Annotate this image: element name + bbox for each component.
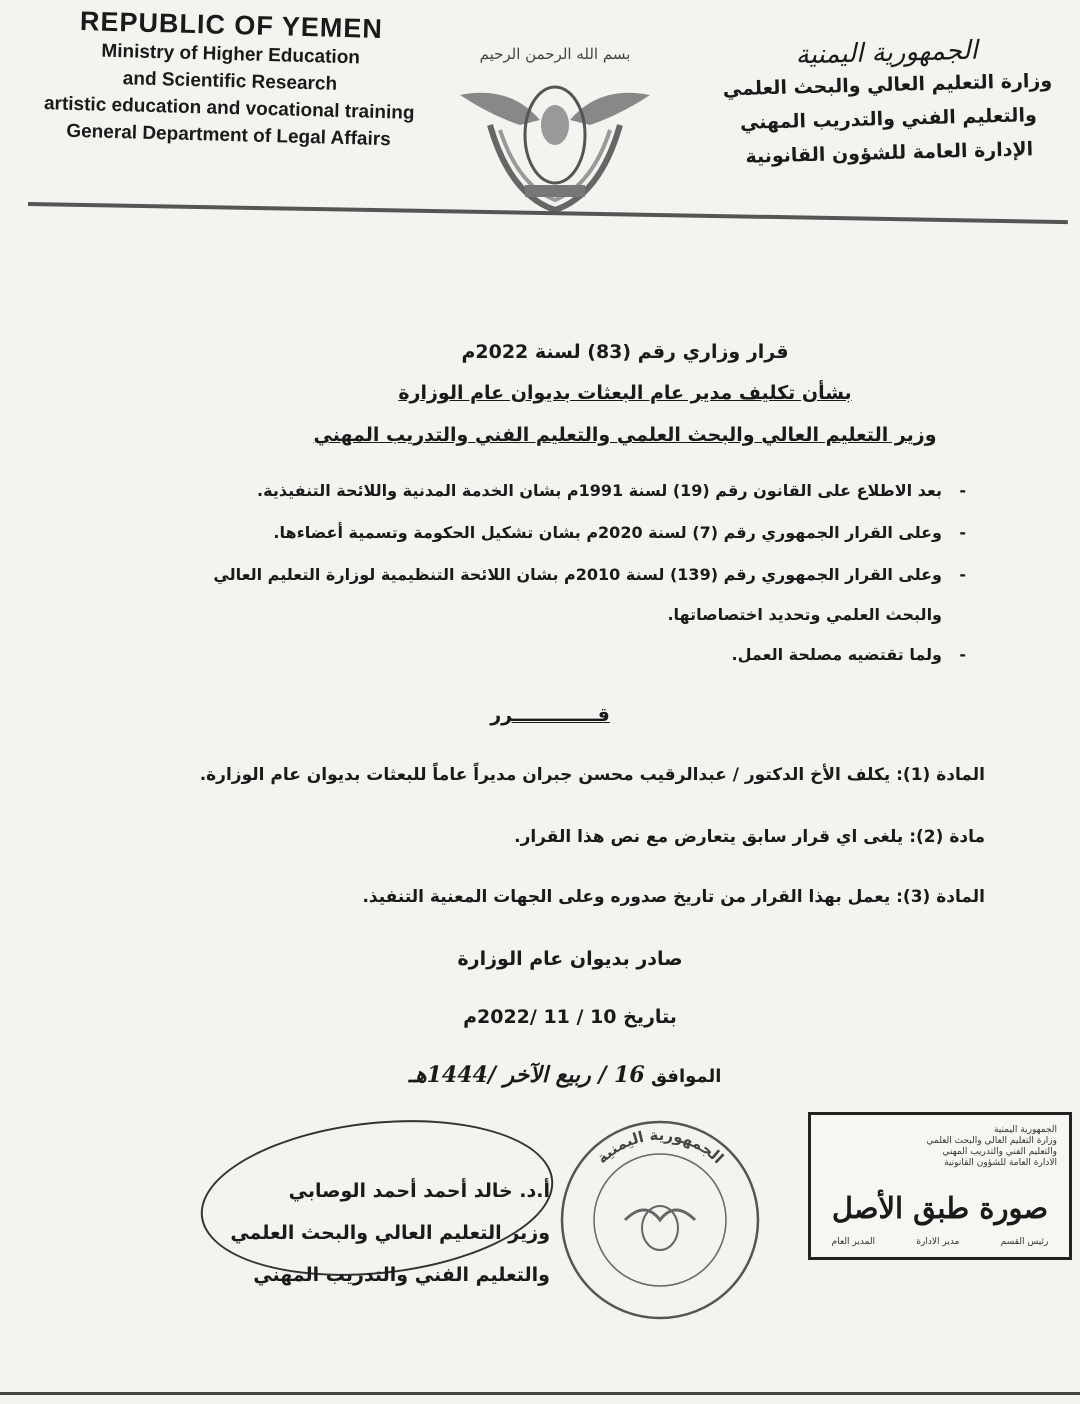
signatory-title: والتعليم الفني والتدريب المهني [253,1264,550,1286]
letterhead-line-en: artistic education and vocational training [43,93,415,124]
decree-title: قرار وزاري رقم (83) لسنة 2022م [461,341,789,363]
official-seal-stamp [555,1110,765,1330]
copy-stamp-header: الجمهورية اليمنية وزارة التعليم العالي والبحث العلمي والتعليم الفني والتدريب المهني الادارة العامة للشؤون القانونية [926,1125,1057,1168]
article-2: مادة (2): يلغى اي قرار سابق يتعارض مع نص هذا القرار. [514,827,985,847]
footer-divider [0,1392,1080,1395]
emblem-basmala: بسم الله الرحمن الرحيم [479,45,631,63]
decided-heading: قـــــــــــــرر [490,704,610,726]
letterhead-line-ar: والتعليم الفني والتدريب المهني [739,104,1038,134]
preamble-item-continuation: والبحث العلمي وتحديد اختصاصاتها. [667,605,942,624]
svg-text:الجمهورية اليمنية [593,1126,727,1167]
copy-stamp-footer: رئيس القسم مدير الادارة المدير العام [831,1237,1049,1247]
hijri-date-line [400,1062,730,1088]
gregorian-date: بتاريخ 10 / 11 /2022م [463,1006,677,1028]
article-3: المادة (3): يعمل بهذا القرار من تاريخ صدوره وعلى الجهات المعنية التنفيذ. [362,887,985,907]
preamble-list [108,470,968,676]
english-letterhead [38,5,422,154]
letterhead-line-en: Ministry of Higher Education [101,40,361,69]
preamble-item: - وعلى القرار الجمهوري رقم (7) لسنة 2020م بشان تشكيل الحكومة وتسمية أعضاءها. [273,523,966,542]
arabic-letterhead [716,34,1059,175]
yemen-eagle-emblem [450,25,660,225]
preamble-item: - بعد الاطلاع على القانون رقم (19) لسنة 1991م بشان الخدمة المدنية واللائحة التنفيذية. [257,481,966,500]
letterhead-line-en: and Scientific Research [122,68,338,95]
decree-title-block [260,332,990,456]
hijri-date-label: الموافق [650,1066,722,1087]
signatory-title: وزير التعليم العالي والبحث العلمي [230,1222,550,1244]
certified-copy-stamp [808,1112,1072,1260]
seal-ring-text: الجمهورية اليمنية [593,1125,728,1168]
issued-at: صادر بديوان عام الوزارة [457,948,683,970]
letterhead-line-ar: الإدارة العامة للشؤون القانونية [745,138,1034,168]
decree-issuer: وزير التعليم العالي والبحث العلمي والتعليم الفني والتدريب المهني [313,424,937,446]
country-name-ar: الجمهورية اليمنية [795,35,979,71]
letterhead-line-ar: وزارة التعليم العالي والبحث العلمي [722,69,1053,101]
signature-block [230,1170,550,1296]
preamble-item: - وعلى القرار الجمهوري رقم (139) لسنة 2010م بشان اللائحة التنظيمية لوزارة التعليم العالي [213,565,966,584]
preamble-item: - ولما تقتضيه مصلحة العمل. [731,645,966,664]
decree-subject: بشأن تكليف مدير عام البعثات بديوان عام الوزارة [398,382,852,404]
article-1: المادة (1): يكلف الأخ الدكتور / عبدالرقيب محسن جبران مديراً عاماً للبعثات بديوان عام الوزارة. [199,765,985,785]
hijri-date: 16 / ربيع الآخر /1444هـ [408,1062,645,1088]
country-name-en: REPUBLIC OF YEMEN [79,6,384,44]
certified-copy-label: صورة طبق الأصل [831,1191,1049,1225]
signatory-name: أ.د. خالد أحمد أحمد الوصابي [288,1180,550,1202]
letterhead-line-en: General Department of Legal Affairs [66,120,391,151]
